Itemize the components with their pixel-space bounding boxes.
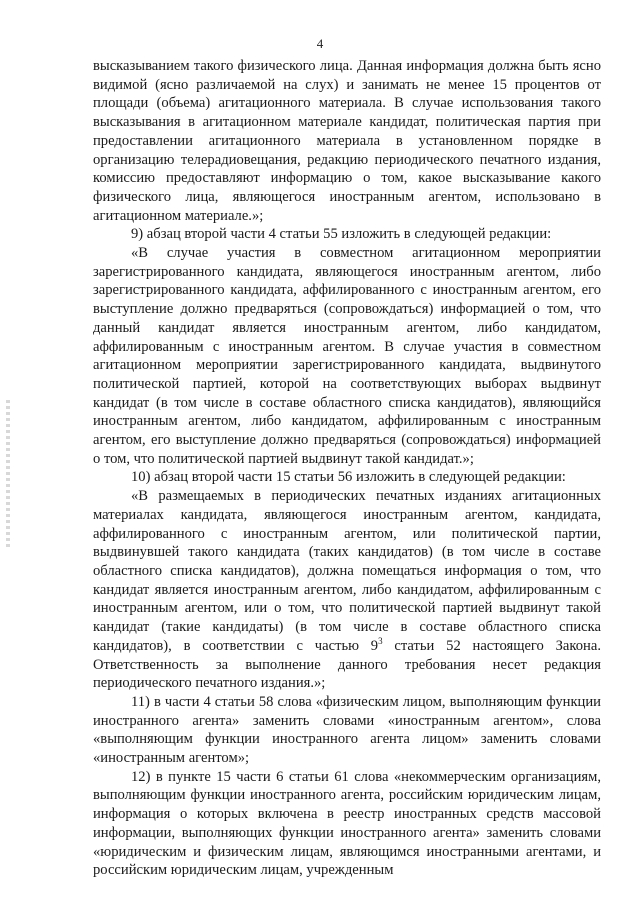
margin-scan-mark (6, 400, 10, 550)
paragraph-item-12: 12) в пункте 15 части 6 статьи 61 слова «некоммерческим организациям, выполняющим функции иностранного агента, российским юридическим лицам, информация о которых включена в реестр иностранных средств массовой информации, выполняющих функции иностранного агента» заменить словами «юридическим и физическим лицам, являющимся иностранными агентами, и российским юридическим лицам, учрежденным (93, 768, 601, 879)
paragraph-continuation: высказыванием такого физического лица. Данная информация должна быть ясно видимой (ясно различаемой на слух) и занимать не менее 15 процентов от площади (объема) агитационного материала. В случае использования такого высказывания в агитационном материале кандидат, политическая партия при предоставлении агитационного материала в установленном порядке в организацию телерадиовещания, редакцию периодического печатного издания, комиссию предоставляют информацию о том, какое высказывание какого физического лица, являющегося иностранным агентом, использовано в агитационном материале.»; (93, 58, 601, 224)
quote-10-text-after: статьи 52 настоящего Закона. Ответственность за выполнение данного требования несет редакция периодического печатного издания.»; (93, 637, 601, 692)
paragraph-quote-9: «В случае участия в совместном агитационном мероприятии зарегистрированного кандидата, являющегося иностранным агентом, либо зарегистрированного кандидата, аффилированного с иностранным агентом, его выступление должно предваряться (сопровождаться) информацией о том, что данный кандидат является иностранным агентом, либо кандидатом, аффилированным с иностранным агентом. В случае участия в совместном агитационном мероприятии зарегистрированного кандидата, выдвинутого политической партией, которой на соответствующих выборах выдвинут кандидат (в том числе в составе областного списка кандидатов), являющийся иностранным агентом, либо кандидатом, аффилированным с иностранным агентом, его выступление должно предваряться (сопровождаться) информацией о том, что политической партией выдвинут такой кандидат.»; (93, 245, 601, 467)
paragraph-item-9: 9) абзац второй части 4 статьи 55 изложить в следующей редакции: (131, 226, 552, 243)
paragraph-item-11: 11) в части 4 статьи 58 слова «физическим лицом, выполняющим функции иностранного агента» заменить словами «иностранным агентом», слова «выполняющим функции иностранного агента лицом» заменить словами «иностранным агентом»; (93, 693, 601, 767)
quote-10-text-before: «В размещаемых в периодических печатных изданиях агитационных материалах кандидата, являющегося иностранным агентом, кандидата, аффилированного с иностранным агентом, или политической партии, выдвинувшей такого кандидата (таких кандидатов) (в том числе в составе областного списка кандидатов), должна помещаться информация о том, что кандидат является иностранным агентом, либо кандидатом, аффилированным с иностранным агентом, или о том, что политической партией выдвинут такой кандидат (такие кандидаты) (в том числе в составе областного списка кандидатов), в соответствии с частью 9 (93, 488, 601, 654)
paragraph-item-10: 10) абзац второй части 15 статьи 56 изложить в следующей редакции: (131, 469, 566, 486)
paragraph-quote-10 (93, 487, 601, 693)
document-body (93, 57, 601, 880)
page-number: 4 (316, 36, 324, 51)
superscript-index: 3 (378, 635, 383, 646)
